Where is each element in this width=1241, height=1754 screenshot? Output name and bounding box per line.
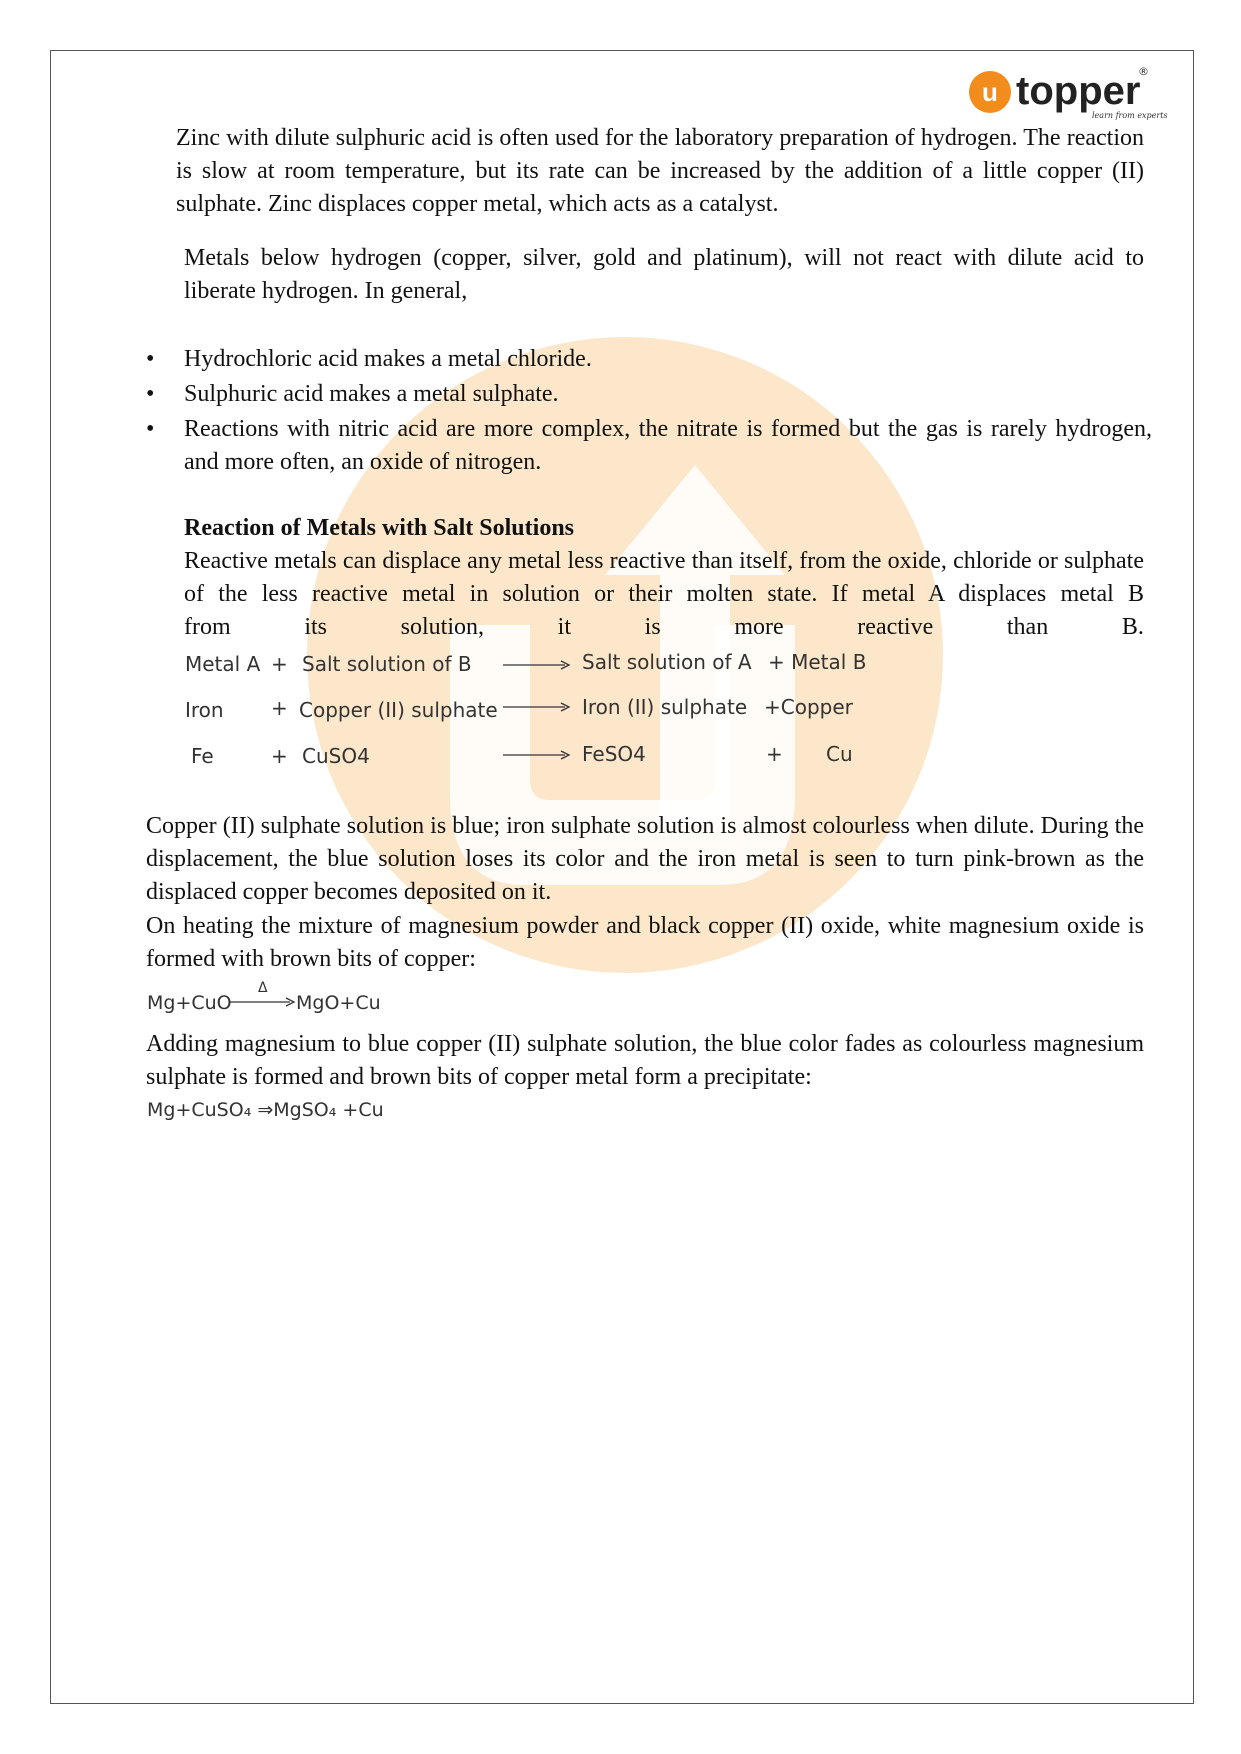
reaction-cell: + Metal B <box>768 650 867 674</box>
right-arrow-icon <box>503 659 571 671</box>
reaction-cell: Salt solution of B <box>302 652 472 676</box>
paragraph-reactive-metals <box>184 545 1144 644</box>
reaction-cell: CuSO4 <box>302 744 370 768</box>
paragraph-reactive-metals-last-line: from its solution, it is more reactive than B. <box>184 614 1144 640</box>
reaction-cell: Fe <box>191 744 214 768</box>
logo-registered-mark: ® <box>1138 65 1149 78</box>
section-heading: Reaction of Metals with Salt Solutions <box>184 515 574 541</box>
list-item: • Reactions with nitric acid are more complex, the nitrate is formed but the gas is rarely hydrogen, and more often, an oxide of nitrogen. <box>146 413 1152 479</box>
reaction-cell: +Copper <box>764 695 853 719</box>
reaction-cell: + <box>271 696 288 720</box>
paragraph-magnesium-heating: On heating the mixture of magnesium powder and black copper (II) oxide, white magnesium oxide is formed with brown bits of copper: <box>146 913 1144 972</box>
reaction-cell: Metal A <box>185 652 261 676</box>
list-item: • Sulphuric acid makes a metal sulphate. <box>146 378 1152 411</box>
right-arrow-icon <box>503 701 571 713</box>
logo-tagline: learn from experts <box>1092 111 1168 120</box>
paragraph-reactive-metals-body: Reactive metals can displace any metal less reactive than itself, from the oxide, chloride or sulphate of the less reactive metal in solution or their molten state. If metal A displaces metal B <box>184 548 1144 607</box>
acid-bullet-list <box>146 343 1152 481</box>
reaction-cell: Cu <box>826 742 853 766</box>
paragraph-zinc: Zinc with dilute sulphuric acid is often used for the laboratory preparation of hydrogen. The reaction is slow at room temperature, but its rate can be increased by the addition of a little copper (II) sulphate. Zinc displaces copper metal, which acts as a catalyst. <box>176 125 1144 217</box>
delta-symbol: Δ <box>258 980 268 996</box>
reaction-cell: + <box>271 744 288 768</box>
reaction-cell: + <box>271 652 288 676</box>
reaction-cell: Copper (II) sulphate <box>299 698 498 722</box>
logo-badge-letter: u <box>982 77 998 107</box>
reaction-cell: + <box>766 742 783 766</box>
reaction-cell: Salt solution of A <box>582 650 752 674</box>
topper-logo-icon <box>968 62 1168 124</box>
equation-mg-cuso4: Mg+CuSO₄ ⇒MgSO₄ +Cu <box>147 1099 384 1121</box>
paragraph-magnesium-copper-sulphate: Adding magnesium to blue copper (II) sulphate solution, the blue color fades as colourless magnesium sulphate is formed and brown bits of copper metal form a precipitate: <box>146 1031 1144 1090</box>
logo-text: topper <box>1016 69 1141 113</box>
reaction-cell: Iron <box>185 698 224 722</box>
paragraph-metals-below-hydrogen: Metals below hydrogen (copper, silver, gold and platinum), will not react with dilute acid to liberate hydrogen. In general, <box>184 245 1144 304</box>
right-arrow-icon <box>503 749 571 761</box>
reaction-cell: Iron (II) sulphate <box>582 695 748 719</box>
reaction-cell: FeSO4 <box>582 742 646 766</box>
paragraph-copper-sulphate-blue: Copper (II) sulphate solution is blue; iron sulphate solution is almost colourless when dilute. During the displacement, the blue solution loses its color and the iron metal is seen to turn pink-brown as the displaced copper becomes deposited on it. <box>146 813 1144 905</box>
list-item: • Hydrochloric acid makes a metal chloride. <box>146 343 1152 376</box>
